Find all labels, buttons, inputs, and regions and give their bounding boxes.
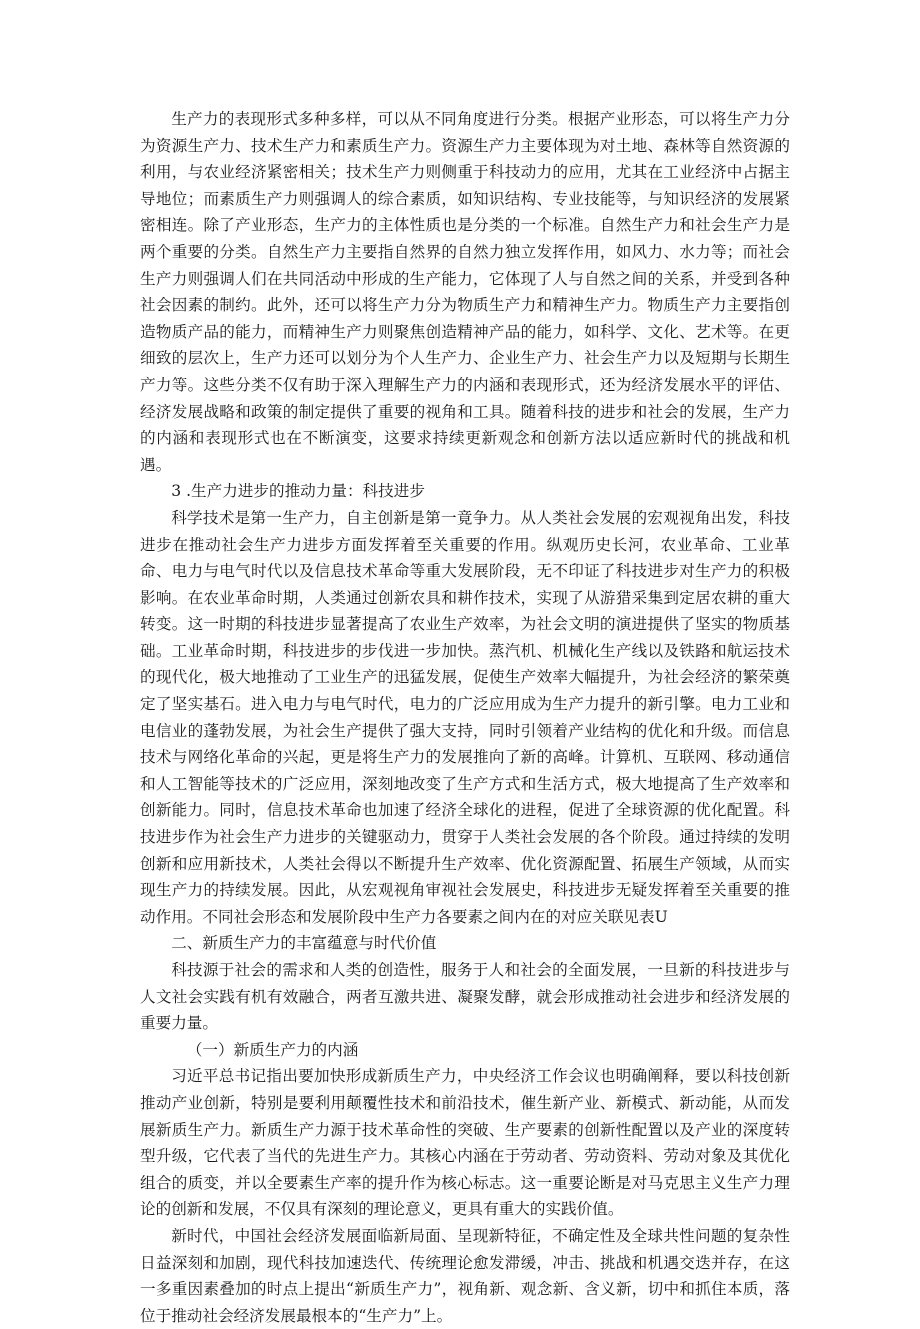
paragraph-productivity-classification: 生产力的表现形式多种多样，可以从不同角度进行分类。根据产业形态，可以将生产力分为资源生产力、技术生产力和素质生产力。资源生产力主要体现为对土地、森林等自然资源的利用，与农业经济紧密相关；技术生产力则侧重于科技动力的应用，尤其在工业经济中占据主导地位；而素质生产力则强调人的综合素质，如知识结构、专业技能等，与知识经济的发展紧密相连。除了产业形态，生产力的主体性质也是分类的一个标准。自然生产力和社会生产力是两个重要的分类。自然生产力主要指自然界的自然力独立发挥作用，如风力、水力等；而社会生产力则强调人们在共同活动中形成的生产能力，它体现了人与自然之间的关系，并受到各种社会因素的制约。此外，还可以将生产力分为物质生产力和精神生产力。物质生产力主要指创造物质产品的能力，而精神生产力则聚焦创造精神产品的能力，如科学、文化、艺术等。在更细致的层次上，生产力还可以划分为个人生产力、企业生产力、社会生产力以及短期与长期生产力等。这些分类不仅有助于深入理解生产力的内涵和表现形式，还为经济发展水平的评估、经济发展战略和政策的制定提供了重要的视角和工具。随着科技的进步和社会的发展，生产力的内涵和表现形式也在不断演变，这要求持续更新观念和创新方法以适应新时代的挑战和机遇。 xyxy=(140,110,790,474)
paragraph-new-era: 新时代，中国社会经济发展面临新局面、呈现新特征，不确定性及全球共性问题的复杂性日益深刻和加剧，现代科技加速迭代、传统理论愈发滞缓，冲击、挑战和机遇交迭并存，在这一多重因素叠加的时点上提出“新质生产力”，视角新、观念新、含义新，切中和抓住本质，落位于推动社会经济发展最根本的“生产力”上。 xyxy=(140,1226,790,1325)
document-body xyxy=(140,106,790,1329)
section-heading-new-productivity: 二、新质生产力的丰富蕴意与时代价值 xyxy=(171,934,437,953)
paragraph-tech-society: 科技源于社会的需求和人类的创造性，服务于人和社会的全面发展，一旦新的科技进步与人文社会实践有机有效融合，两者互激共进、凝聚发酵，就会形成推动社会进步和经济发展的重要力量。 xyxy=(140,961,790,1033)
paragraph-connotation: 习近平总书记指出要加快形成新质生产力，中央经济工作会议也明确阐释，要以科技创新推动产业创新，特别是要利用颠覆性技术和前沿技术，催生新产业、新模式、新动能，从而发展新质生产力。新质生产力源于技术革命性的突破、生产要素的创新性配置以及产业的深度转型升级，它代表了当代的先进生产力。其核心内涵在于劳动者、劳动资料、劳动对象及其优化组合的质变，并以全要素生产率的提升作为核心标志。这一重要论断是对马克思主义生产力理论的创新和发展，不仅具有深刻的理论意义，更具有重大的实践价值。 xyxy=(140,1067,790,1219)
section-heading-tech-progress: 3 .生产力进步的推动力量：科技进步 xyxy=(171,482,425,501)
subsection-heading-connotation: （一）新质生产力的内涵 xyxy=(186,1040,359,1059)
paragraph-tech-progress: 科学技术是第一生产力，自主创新是第一竟争力。从人类社会发展的宏观视角出发，科技进步在推动社会生产力进步方面发挥着至关重要的作用。纵观历史长河，农业革命、工业革命、电力与电气时代以及信息技术革命等重大发展阶段，无不印证了科技进步对生产力的积极影响。在农业革命时期，人类通过创新农具和耕作技术，实现了从游猎采集到定居农耕的重大转变。这一时期的科技进步显著提高了农业生产效率，为社会文明的演进提供了坚实的物质基础。工业革命时期，科技进步的步伐进一步加快。蒸汽机、机械化生产线以及铁路和航运技术的现代化，极大地推动了工业生产的迅猛发展，促使生产效率大幅提升，为社会经济的繁荣奠定了坚实基石。进入电力与电气时代，电力的广泛应用成为生产力提升的新引擎。电力工业和电信业的蓬勃发展，为社会生产提供了强大支持，同时引领着产业结构的优化和升级。而信息技术与网络化革命的兴起，更是将生产力的发展推向了新的高峰。计算机、互联网、移动通信和人工智能等技术的广泛应用，深刻地改变了生产方式和生活方式，极大地提高了生产效率和创新能力。同时，信息技术革命也加速了经济全球化的进程，促进了全球资源的优化配置。科技进步作为社会生产力进步的关键驱动力，贯穿于人类社会发展的各个阶段。通过持续的发明创新和应用新技术，人类社会得以不断提升生产效率、优化资源配置、拓展生产领域，从而实现生产力的持续发展。因此，从宏观视角审视社会发展史，科技进步无疑发挥着至关重要的推动作用。不同社会形态和发展阶段中生产力各要素之间内在的对应关联见表U xyxy=(140,508,790,926)
